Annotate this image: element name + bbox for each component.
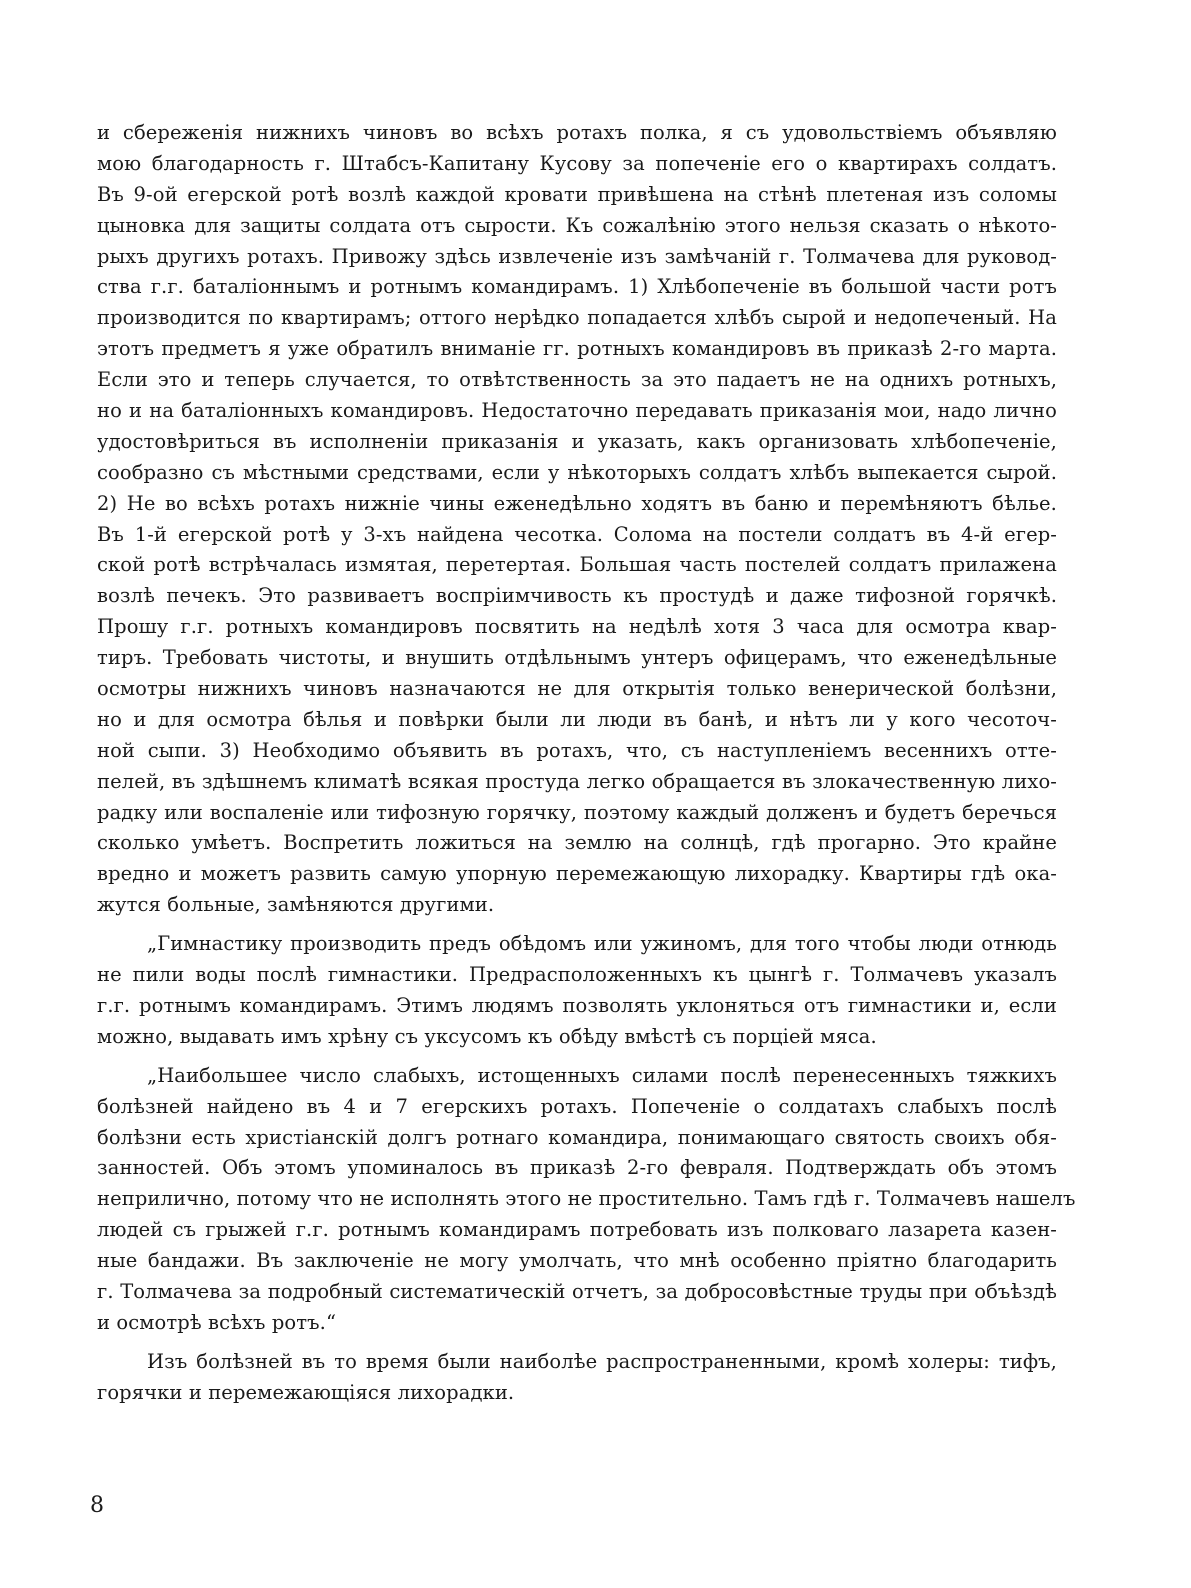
text-line: можно, выдавать имъ хрѣну съ уксусомъ къ обѣду вмѣстѣ съ порціей мяса. bbox=[97, 1024, 877, 1048]
text-line: людей съ грыжей г.г. ротнымъ командирамъ потребовать изъ полковаго лазарета казен- bbox=[97, 1218, 1057, 1242]
text-line: и осмотрѣ всѣхъ ротъ.“ bbox=[97, 1310, 337, 1334]
text-line: цыновка для защиты солдата отъ сырости. Къ сожалѣнію этого нельзя сказать о нѣкото- bbox=[97, 213, 1057, 237]
text-line: Если это и теперь случается, то отвѣтственность за это падаетъ не на однихъ ротныхъ, bbox=[97, 368, 1057, 392]
text-line: горячки и перемежающіяся лихорадки. bbox=[97, 1380, 515, 1404]
text-line: мою благодарность г. Штабсъ-Капитану Кусову за попеченіе его о квартирахъ солдатъ. bbox=[97, 151, 1057, 175]
text-line: не пили воды послѣ гимнастики. Предрасположенныхъ къ цынгѣ г. Толмачевъ указалъ bbox=[97, 963, 1057, 987]
text-line: ные бандажи. Въ заключеніе не могу умолчать, что мнѣ особенно пріятно благодарить bbox=[97, 1249, 1057, 1273]
text-line: осмотры нижнихъ чиновъ назначаются не для открытія только венерической болѣзни, bbox=[97, 677, 1057, 701]
text-line: Изъ болѣзней въ то время были наиболѣе распространенными, кромѣ холеры: тифъ, bbox=[147, 1349, 1057, 1373]
paragraph-gap bbox=[97, 1053, 1057, 1061]
page-number: 8 bbox=[90, 1493, 104, 1518]
paragraph-3 bbox=[97, 1061, 1076, 1339]
text-line: „Гимнастику производить предъ обѣдомъ или ужиномъ, для того чтобы люди отнюдь bbox=[147, 932, 1057, 956]
text-line: но и на баталіонныхъ командировъ. Недостаточно передавать приказанія мои, надо лично bbox=[97, 399, 1057, 423]
paragraph-2 bbox=[97, 929, 1057, 1053]
text-line: рыхъ другихъ ротахъ. Привожу здѣсь извлеченіе изъ замѣчаній г. Толмачева для руковод- bbox=[97, 244, 1057, 268]
text-line: г.г. ротнымъ командирамъ. Этимъ людямъ позволять уклоняться отъ гимнастики и, если bbox=[97, 993, 1057, 1017]
paragraph-gap bbox=[97, 1339, 1057, 1347]
text-line: пелей, въ здѣшнемъ климатѣ всякая простуда легко обращается въ злокачественную лихо- bbox=[97, 769, 1057, 793]
text-line: болѣзней найдено въ 4 и 7 егерскихъ ротахъ. Попеченіе о солдатахъ слабыхъ послѣ bbox=[97, 1094, 1057, 1118]
text-line: неприлично, потому что не исполнять этого не простительно. Тамъ гдѣ г. Толмачевъ нашелъ bbox=[97, 1187, 1076, 1211]
text-line: Прошу г.г. ротныхъ командировъ посвятить на недѣлѣ хотя 3 часа для осмотра квар- bbox=[97, 615, 1057, 639]
text-line: производится по квартирамъ; оттого нерѣдко попадается хлѣбъ сырой и недопеченый. На bbox=[97, 306, 1057, 330]
text-line: но и для осмотра бѣлья и повѣрки были ли люди въ банѣ, и нѣтъ ли у кого чесоточ- bbox=[97, 707, 1057, 731]
text-line: вредно и можетъ развить самую упорную перемежающую лихорадку. Квартиры гдѣ ока- bbox=[97, 862, 1057, 886]
text-line: 2) Не во всѣхъ ротахъ нижніе чины еженедѣльно ходятъ въ баню и перемѣняютъ бѣлье. bbox=[97, 491, 1057, 515]
text-line: „Наибольшее число слабыхъ, истощенныхъ силами послѣ перенесенныхъ тяжкихъ bbox=[147, 1063, 1057, 1087]
text-line: ной сыпи. 3) Необходимо объявить въ ротахъ, что, съ наступленіемъ весеннихъ отте- bbox=[97, 738, 1057, 762]
text-line: Въ 9-ой егерской ротѣ возлѣ каждой кровати привѣшена на стѣнѣ плетеная изъ соломы bbox=[97, 182, 1057, 206]
text-line: удостовѣриться въ исполненіи приказанія и указать, какъ организовать хлѣбопеченіе, bbox=[97, 429, 1057, 453]
text-line: тиръ. Требовать чистоты, и внушить отдѣльнымъ унтеръ офицерамъ, что еженедѣльные bbox=[97, 646, 1057, 670]
text-line: и сбереженія нижнихъ чиновъ во всѣхъ ротахъ полка, я съ удовольствіемъ объявляю bbox=[97, 121, 1057, 144]
text-line: сколько умѣетъ. Воспретить ложиться на землю на солнцѣ, гдѣ прогарно. Это крайне bbox=[97, 831, 1057, 855]
text-line: г. Толмачева за подробный систематическій отчетъ, за добросовѣстные труды при объѣздѣ bbox=[97, 1279, 1057, 1303]
text-line: радку или воспаленіе или тифозную горячку, поэтому каждый долженъ и будетъ беречься bbox=[97, 800, 1057, 824]
text-line: возлѣ печекъ. Это развиваетъ воспріимчивость къ простудѣ и даже тифозной горячкѣ. bbox=[97, 584, 1057, 608]
text-line: сообразно съ мѣстными средствами, если у нѣкоторыхъ солдатъ хлѣбъ выпекается сырой. bbox=[97, 460, 1057, 484]
text-line: жутся больные, замѣняются другими. bbox=[97, 893, 495, 917]
paragraph-gap bbox=[97, 921, 1057, 929]
text-line: занностей. Объ этомъ упоминалось въ приказѣ 2-го февраля. Подтверждать объ этомъ bbox=[97, 1156, 1057, 1180]
text-line: болѣзни есть христіанскій долгъ ротнаго командира, понимающаго святость своихъ обя- bbox=[97, 1125, 1057, 1149]
text-line: Въ 1-й егерской ротѣ у 3-хъ найдена чесотка. Солома на постели солдатъ въ 4-й егер- bbox=[97, 522, 1057, 546]
document-page bbox=[97, 118, 1076, 1409]
text-line: ства г.г. баталіоннымъ и ротнымъ командирамъ. 1) Хлѣбопеченіе въ большой части ротъ bbox=[97, 275, 1057, 299]
text-line: ской ротѣ встрѣчалась измятая, перетертая. Большая часть постелей солдатъ прилажена bbox=[97, 553, 1057, 577]
paragraph-4 bbox=[97, 1347, 1057, 1409]
text-line: этотъ предметъ я уже обратилъ вниманіе гг. ротныхъ командировъ въ приказѣ 2-го марта. bbox=[97, 337, 1057, 361]
paragraph-1 bbox=[97, 118, 1057, 921]
